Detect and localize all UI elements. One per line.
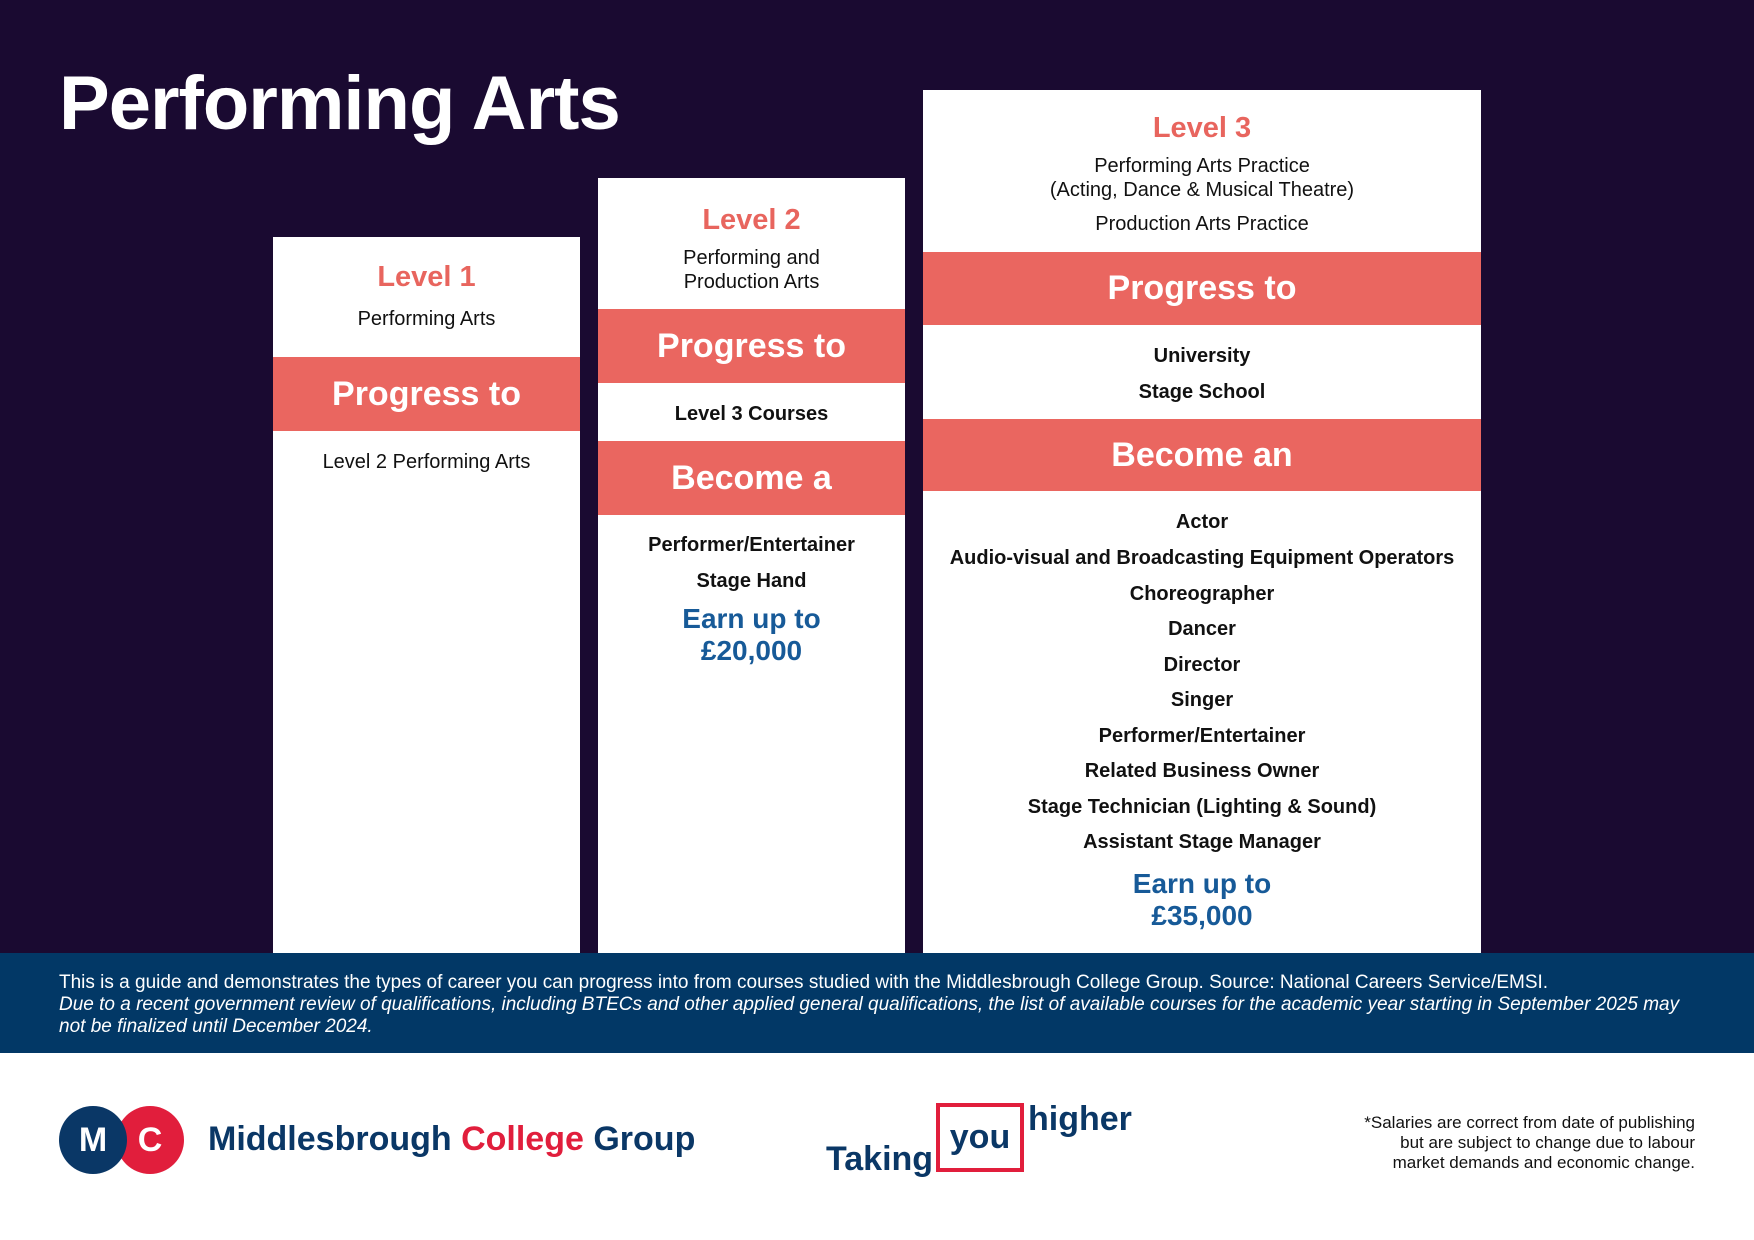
earn-label: Earn up to [1132,868,1272,899]
tagline [826,1100,1132,1180]
disclaimer-line: *Salaries are correct from date of publishing [1364,1113,1695,1132]
earn-label: Earn up to [682,603,821,634]
level-1-card [273,237,580,953]
course-name-line: Performing Arts Practice [1094,155,1310,177]
qualifications-notice: Due to a recent government review of qualifications, including BTECs and other applied general qualifications, the list of available courses for the academic year starting in September 2025 may not be finalized until December 2024. [59,994,1680,1037]
career-item: Related Business Owner [1084,760,1320,782]
progress-to-banner: Progress to [923,252,1481,325]
progress-item: Level 2 Performing Arts [322,451,531,473]
course-name-line: Production Arts Practice [1095,213,1309,235]
career-item: Singer [1170,689,1234,711]
earn-amount: £35,000 [1151,900,1253,931]
career-item: Stage Hand [696,570,807,592]
career-item: Performer/Entertainer [648,534,855,556]
earn-amount: £20,000 [700,635,803,666]
level-heading: Level 2 [702,204,801,236]
brand-name [208,1120,695,1159]
career-item: Performer/Entertainer [1098,725,1306,747]
career-item: Audio-visual and Broadcasting Equipment Operators [949,547,1455,569]
level-heading: Level 3 [1152,112,1252,144]
tagline-word: higher [1028,1100,1132,1138]
progress-item: Stage School [1138,381,1266,403]
footer-band [0,953,1754,1053]
course-name-line: Performing and [683,247,820,269]
career-item: Dancer [1168,618,1236,640]
progress-item: University [1153,345,1251,367]
progress-item: Level 3 Courses [674,403,829,425]
career-item: Choreographer [1129,583,1275,605]
logo-circle-c: C [116,1106,184,1174]
course-name-line: (Acting, Dance & Musical Theatre) [1049,179,1355,201]
level-heading: Level 1 [377,261,476,293]
career-item: Assistant Stage Manager [1083,831,1321,853]
progress-to-banner: Progress to [273,357,580,431]
course-name: Performing Arts [357,308,496,330]
mc-logo [59,1106,189,1176]
level-3-card [923,90,1481,953]
progress-to-banner: Progress to [598,309,905,383]
tagline-boxed-word: you [936,1103,1024,1172]
become-banner: Become a [598,441,905,515]
page-title: Performing Arts [59,61,620,146]
brand-name-part: Group [583,1120,696,1158]
career-item: Director [1163,654,1241,676]
tagline-word: Taking [826,1140,934,1178]
level-2-card [598,178,905,953]
course-name-line: Production Arts [683,271,820,293]
career-item: Stage Technician (Lighting & Sound) [1027,796,1377,818]
guide-note: This is a guide and demonstrates the types of career you can progress into from courses studied with the Middlesbrough College Group. Source: National Careers Service/EMSI. [59,972,1549,993]
disclaimer-line: market demands and economic change. [1392,1153,1695,1172]
brand-name-part: Middlesbrough [208,1120,462,1158]
career-item: Actor [1175,511,1229,533]
logo-circle-m: M [59,1106,127,1174]
brand-name-part: College [461,1120,584,1158]
become-banner: Become an [923,419,1481,491]
salary-disclaimer [1275,1113,1695,1173]
disclaimer-line: but are subject to change due to labour [1400,1133,1695,1152]
